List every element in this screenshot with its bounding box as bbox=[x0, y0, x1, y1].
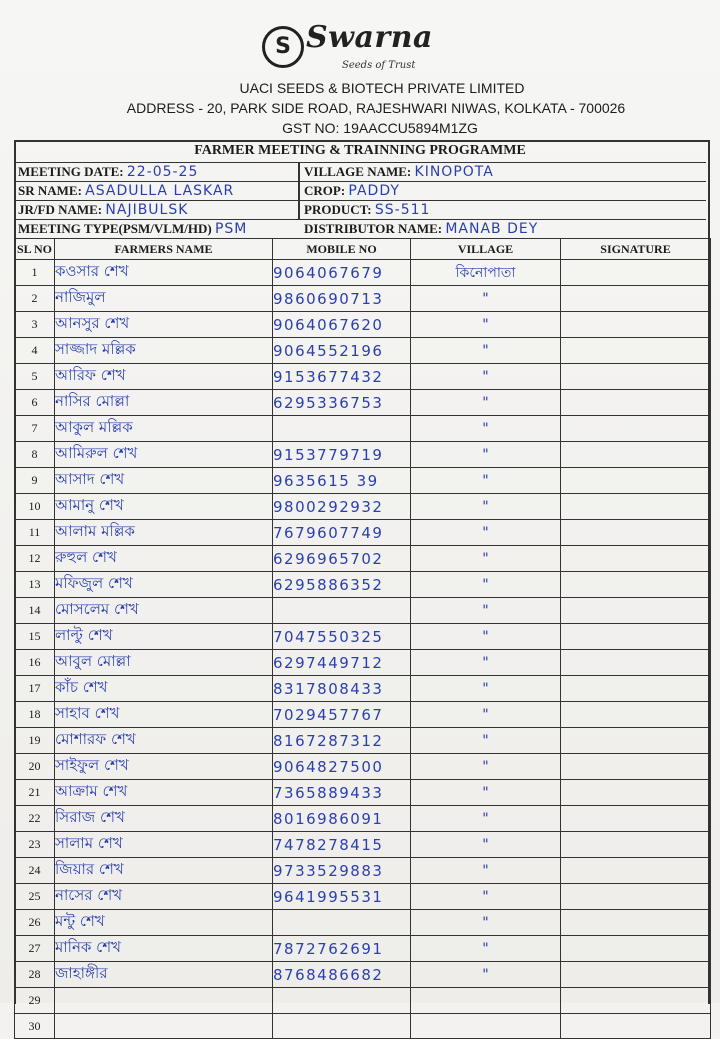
row-farmer-name: সাজ্জাদ মল্লিক bbox=[55, 338, 273, 364]
village-name-label-text: VILLAGE NAME: bbox=[304, 164, 412, 179]
info-row-sr bbox=[14, 181, 706, 201]
row-sl-no: 24 bbox=[15, 858, 55, 884]
row-sl-no: 6 bbox=[15, 390, 55, 416]
row-farmer-name: রুহুল শেখ bbox=[55, 546, 273, 572]
row-sl-no: 13 bbox=[15, 572, 55, 598]
table-row bbox=[15, 572, 711, 598]
sr-name-label bbox=[18, 181, 234, 201]
row-village: " bbox=[411, 962, 561, 988]
brand-tagline: Seeds of Trust bbox=[342, 60, 416, 71]
row-sl-no: 21 bbox=[15, 780, 55, 806]
table-row bbox=[15, 832, 711, 858]
row-signature bbox=[561, 390, 711, 416]
jr-fd-name-label bbox=[18, 200, 188, 220]
table-row bbox=[15, 624, 711, 650]
row-village: " bbox=[411, 546, 561, 572]
table-row bbox=[15, 390, 711, 416]
row-farmer-name bbox=[55, 1013, 273, 1039]
row-sl-no: 14 bbox=[15, 598, 55, 624]
table-row bbox=[15, 884, 711, 910]
table-row bbox=[15, 1013, 711, 1039]
table-row bbox=[15, 910, 711, 936]
row-signature bbox=[561, 754, 711, 780]
row-farmer-name: কওসার শেখ bbox=[55, 260, 273, 286]
table-row bbox=[15, 286, 711, 312]
sr-name-label-text: SR NAME: bbox=[18, 183, 82, 198]
row-sl-no: 1 bbox=[15, 260, 55, 286]
row-village bbox=[411, 988, 561, 1014]
row-village: " bbox=[411, 494, 561, 520]
row-mobile-no bbox=[273, 1013, 411, 1039]
jr-fd-value: NAJIBULSK bbox=[105, 202, 189, 218]
row-mobile-no: 6295886352 bbox=[273, 572, 411, 598]
row-signature bbox=[561, 962, 711, 988]
row-village: " bbox=[411, 416, 561, 442]
row-farmer-name: সাহাব শেখ bbox=[55, 702, 273, 728]
sr-name-value: ASADULLA LASKAR bbox=[85, 183, 235, 199]
row-signature bbox=[561, 468, 711, 494]
farmers-table-body bbox=[15, 260, 711, 1039]
row-mobile-no: 8167287312 bbox=[273, 728, 411, 754]
row-farmer-name bbox=[55, 988, 273, 1014]
table-row bbox=[15, 364, 711, 390]
row-signature bbox=[561, 364, 711, 390]
table-row bbox=[15, 442, 711, 468]
row-sl-no: 25 bbox=[15, 884, 55, 910]
table-row bbox=[15, 702, 711, 728]
row-signature bbox=[561, 1013, 711, 1039]
info-divider bbox=[298, 162, 300, 219]
row-sl-no: 19 bbox=[15, 728, 55, 754]
row-village: " bbox=[411, 390, 561, 416]
row-village: " bbox=[411, 312, 561, 338]
col-mobile-no: MOBILE NO bbox=[273, 239, 411, 260]
row-sl-no: 3 bbox=[15, 312, 55, 338]
row-mobile-no: 9641995531 bbox=[273, 884, 411, 910]
row-farmer-name: মন্টু শেখ bbox=[55, 910, 273, 936]
row-mobile-no bbox=[273, 416, 411, 442]
table-row bbox=[15, 936, 711, 962]
row-mobile-no: 9064067679 bbox=[273, 260, 411, 286]
row-farmer-name: লাল্টু শেখ bbox=[55, 624, 273, 650]
row-village: " bbox=[411, 936, 561, 962]
row-signature bbox=[561, 702, 711, 728]
row-sl-no: 5 bbox=[15, 364, 55, 390]
row-sl-no: 22 bbox=[15, 806, 55, 832]
table-row bbox=[15, 988, 711, 1014]
row-mobile-no: 7679607749 bbox=[273, 520, 411, 546]
row-signature bbox=[561, 884, 711, 910]
table-row bbox=[15, 598, 711, 624]
row-village: " bbox=[411, 754, 561, 780]
distributor-label bbox=[304, 219, 538, 239]
row-signature bbox=[561, 442, 711, 468]
row-mobile-no: 6296965702 bbox=[273, 546, 411, 572]
row-village: " bbox=[411, 468, 561, 494]
row-sl-no: 10 bbox=[15, 494, 55, 520]
product-label-text: PRODUCT: bbox=[304, 202, 372, 217]
distributor-value: MANAB DEY bbox=[445, 221, 539, 237]
col-farmers-name: FARMERS NAME bbox=[55, 239, 273, 260]
table-row bbox=[15, 338, 711, 364]
row-village: " bbox=[411, 780, 561, 806]
row-mobile-no: 9064827500 bbox=[273, 754, 411, 780]
row-sl-no: 9 bbox=[15, 468, 55, 494]
row-farmer-name: মানিক শেখ bbox=[55, 936, 273, 962]
row-signature bbox=[561, 572, 711, 598]
table-row bbox=[15, 546, 711, 572]
row-village: কিনোপাতা bbox=[411, 260, 561, 286]
crop-label bbox=[304, 181, 400, 201]
village-name-value: KINOPOTA bbox=[414, 164, 494, 180]
row-mobile-no: 7029457767 bbox=[273, 702, 411, 728]
distributor-label-text: DISTRIBUTOR NAME: bbox=[304, 221, 443, 236]
row-farmer-name: আলাম মল্লিক bbox=[55, 520, 273, 546]
row-village: " bbox=[411, 364, 561, 390]
jr-fd-label-text: JR/FD NAME: bbox=[18, 202, 103, 217]
row-sl-no: 8 bbox=[15, 442, 55, 468]
row-farmer-name: নাসির মোল্লা bbox=[55, 390, 273, 416]
row-sl-no: 7 bbox=[15, 416, 55, 442]
row-signature bbox=[561, 312, 711, 338]
row-village: " bbox=[411, 702, 561, 728]
row-sl-no: 18 bbox=[15, 702, 55, 728]
row-signature bbox=[561, 260, 711, 286]
row-farmer-name: নাজিমুল bbox=[55, 286, 273, 312]
row-village: " bbox=[411, 858, 561, 884]
row-mobile-no: 9064067620 bbox=[273, 312, 411, 338]
meeting-date-label bbox=[18, 162, 198, 182]
row-village: " bbox=[411, 832, 561, 858]
row-sl-no: 16 bbox=[15, 650, 55, 676]
row-signature bbox=[561, 598, 711, 624]
row-village: " bbox=[411, 572, 561, 598]
row-village: " bbox=[411, 598, 561, 624]
row-signature bbox=[561, 650, 711, 676]
table-row bbox=[15, 260, 711, 286]
row-farmer-name: জিয়ার শেখ bbox=[55, 858, 273, 884]
row-farmer-name: সালাম শেখ bbox=[55, 832, 273, 858]
meeting-date-value: 22-05-25 bbox=[126, 164, 199, 180]
table-row bbox=[15, 416, 711, 442]
row-farmer-name: আনসুর শেখ bbox=[55, 312, 273, 338]
row-signature bbox=[561, 728, 711, 754]
row-village: " bbox=[411, 624, 561, 650]
row-signature bbox=[561, 806, 711, 832]
row-farmer-name: আকুল মল্লিক bbox=[55, 416, 273, 442]
row-village: " bbox=[411, 728, 561, 754]
row-mobile-no: 8016986091 bbox=[273, 806, 411, 832]
row-farmer-name: আবুল মোল্লা bbox=[55, 650, 273, 676]
row-farmer-name: নাসের শেখ bbox=[55, 884, 273, 910]
row-signature bbox=[561, 286, 711, 312]
meeting-date-label-text: MEETING DATE: bbox=[18, 164, 124, 179]
row-mobile-no: 9733529883 bbox=[273, 858, 411, 884]
row-mobile-no: 9860690713 bbox=[273, 286, 411, 312]
row-mobile-no: 6295336753 bbox=[273, 390, 411, 416]
row-farmer-name: আমানু শেখ bbox=[55, 494, 273, 520]
row-farmer-name: আক্রাম শেখ bbox=[55, 780, 273, 806]
row-farmer-name: মফিজুল শেখ bbox=[55, 572, 273, 598]
row-mobile-no: 8317808433 bbox=[273, 676, 411, 702]
crop-label-text: CROP: bbox=[304, 183, 346, 198]
table-row bbox=[15, 676, 711, 702]
farmers-table bbox=[14, 238, 711, 1039]
table-row bbox=[15, 468, 711, 494]
row-mobile-no: 7365889433 bbox=[273, 780, 411, 806]
meeting-type-label-text: MEETING TYPE(PSM/VLM/HD) bbox=[18, 221, 212, 236]
table-header-row bbox=[15, 239, 711, 260]
row-farmer-name: আমিরুল শেখ bbox=[55, 442, 273, 468]
row-signature bbox=[561, 624, 711, 650]
row-mobile-no: 9635615 39 bbox=[273, 468, 411, 494]
brand-name: Swarna bbox=[306, 20, 433, 55]
table-row bbox=[15, 520, 711, 546]
table-row bbox=[15, 494, 711, 520]
col-sl-no: SL NO bbox=[15, 239, 55, 260]
info-row-jr bbox=[14, 200, 706, 220]
meeting-type-label bbox=[18, 219, 247, 239]
row-mobile-no: 9153779719 bbox=[273, 442, 411, 468]
table-row bbox=[15, 780, 711, 806]
company-address: ADDRESS - 20, PARK SIDE ROAD, RAJESHWARI NIWAS, KOLKATA - 700026 bbox=[126, 100, 626, 116]
gst-number: GST NO: 19AACCU5894M1ZG bbox=[282, 120, 478, 136]
brand-mark-icon: S bbox=[262, 26, 304, 68]
row-sl-no: 15 bbox=[15, 624, 55, 650]
row-farmer-name: কাঁচ শেখ bbox=[55, 676, 273, 702]
row-mobile-no bbox=[273, 988, 411, 1014]
table-row bbox=[15, 806, 711, 832]
table-row bbox=[15, 858, 711, 884]
row-sl-no: 4 bbox=[15, 338, 55, 364]
row-village: " bbox=[411, 442, 561, 468]
meeting-type-value: PSM bbox=[214, 221, 248, 237]
row-farmer-name: জাহাঙ্গীর bbox=[55, 962, 273, 988]
product-label bbox=[304, 200, 430, 220]
row-sl-no: 2 bbox=[15, 286, 55, 312]
row-sl-no: 28 bbox=[15, 962, 55, 988]
row-mobile-no: 9064552196 bbox=[273, 338, 411, 364]
row-sl-no: 30 bbox=[15, 1013, 55, 1039]
row-signature bbox=[561, 988, 711, 1014]
village-name-label bbox=[304, 162, 494, 182]
row-sl-no: 23 bbox=[15, 832, 55, 858]
crop-value: PADDY bbox=[348, 183, 400, 199]
row-farmer-name: সাইফুল শেখ bbox=[55, 754, 273, 780]
row-signature bbox=[561, 780, 711, 806]
col-village: VILLAGE bbox=[411, 239, 561, 260]
row-village: " bbox=[411, 910, 561, 936]
row-sl-no: 20 bbox=[15, 754, 55, 780]
row-mobile-no bbox=[273, 598, 411, 624]
row-sl-no: 27 bbox=[15, 936, 55, 962]
table-row bbox=[15, 650, 711, 676]
info-row-type bbox=[14, 219, 706, 238]
row-farmer-name: আরিফ শেখ bbox=[55, 364, 273, 390]
row-village: " bbox=[411, 520, 561, 546]
row-sl-no: 11 bbox=[15, 520, 55, 546]
row-signature bbox=[561, 936, 711, 962]
row-mobile-no bbox=[273, 910, 411, 936]
row-village: " bbox=[411, 806, 561, 832]
row-village: " bbox=[411, 676, 561, 702]
row-village: " bbox=[411, 286, 561, 312]
row-signature bbox=[561, 676, 711, 702]
row-village bbox=[411, 1013, 561, 1039]
row-mobile-no: 9800292932 bbox=[273, 494, 411, 520]
row-mobile-no: 7872762691 bbox=[273, 936, 411, 962]
row-village: " bbox=[411, 884, 561, 910]
brand-logo bbox=[0, 20, 720, 76]
row-farmer-name: আসাদ শেখ bbox=[55, 468, 273, 494]
row-sl-no: 26 bbox=[15, 910, 55, 936]
row-signature bbox=[561, 910, 711, 936]
row-signature bbox=[561, 494, 711, 520]
row-signature bbox=[561, 546, 711, 572]
row-signature bbox=[561, 416, 711, 442]
col-signature: SIGNATURE bbox=[561, 239, 711, 260]
company-name: UACI SEEDS & BIOTECH PRIVATE LIMITED bbox=[239, 80, 525, 96]
row-mobile-no: 9153677432 bbox=[273, 364, 411, 390]
row-sl-no: 29 bbox=[15, 988, 55, 1014]
row-village: " bbox=[411, 650, 561, 676]
table-row bbox=[15, 754, 711, 780]
table-row bbox=[15, 962, 711, 988]
table-row bbox=[15, 312, 711, 338]
row-farmer-name: মোসলেম শেখ bbox=[55, 598, 273, 624]
row-mobile-no: 8768486682 bbox=[273, 962, 411, 988]
row-farmer-name: সিরাজ শেখ bbox=[55, 806, 273, 832]
row-sl-no: 12 bbox=[15, 546, 55, 572]
info-row-date bbox=[14, 162, 706, 182]
row-mobile-no: 6297449712 bbox=[273, 650, 411, 676]
product-value: SS-511 bbox=[374, 202, 431, 218]
row-signature bbox=[561, 832, 711, 858]
row-signature bbox=[561, 520, 711, 546]
table-row bbox=[15, 728, 711, 754]
row-farmer-name: মোশারফ শেখ bbox=[55, 728, 273, 754]
row-village: " bbox=[411, 338, 561, 364]
row-sl-no: 17 bbox=[15, 676, 55, 702]
programme-title: FARMER MEETING & TRAINNING PROGRAMME bbox=[14, 140, 706, 163]
row-signature bbox=[561, 858, 711, 884]
row-signature bbox=[561, 338, 711, 364]
row-mobile-no: 7047550325 bbox=[273, 624, 411, 650]
row-mobile-no: 7478278415 bbox=[273, 832, 411, 858]
